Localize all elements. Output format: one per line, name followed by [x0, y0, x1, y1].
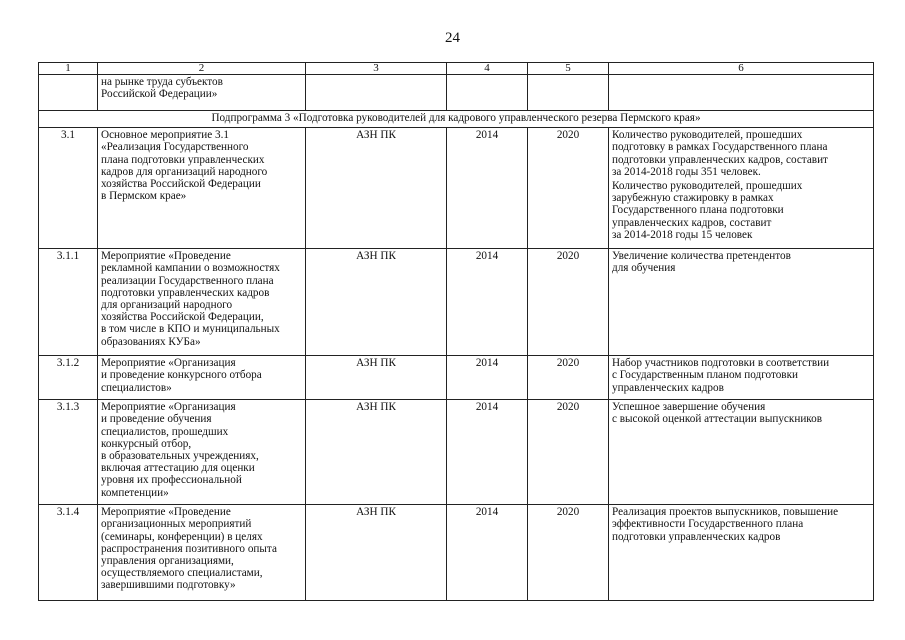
- row-executor: АЗН ПК: [306, 356, 447, 400]
- row-number: 3.1.3: [39, 400, 98, 505]
- row-number: 3.1.4: [39, 505, 98, 601]
- row-results: [609, 505, 874, 601]
- row-name: Мероприятие «Организация и проведение конкурсного отбора специалистов»: [98, 356, 306, 400]
- row-executor: АЗН ПК: [306, 249, 447, 356]
- table-row: [39, 249, 874, 356]
- row-executor: АЗН ПК: [306, 128, 447, 249]
- continuation-row: [39, 75, 874, 111]
- row-results: [609, 356, 874, 400]
- subprogram-row: [39, 111, 874, 128]
- row-start-year: 2014: [447, 249, 528, 356]
- table-row: [39, 356, 874, 400]
- row-end-year: 2020: [528, 400, 609, 505]
- row-name: Основное мероприятие 3.1 «Реализация Государственного плана подготовки управленческих кадров для организаций народного хозяйства Российской Федерации в Пермском крае»: [98, 128, 306, 249]
- row-end-year: 2020: [528, 249, 609, 356]
- row-executor: АЗН ПК: [306, 400, 447, 505]
- row-number: 3.1.2: [39, 356, 98, 400]
- column-header: 5: [528, 63, 609, 75]
- continuation-name: на рынке труда субъектов Российской Федерации»: [98, 75, 306, 111]
- column-number-row: [39, 63, 874, 75]
- column-header: 4: [447, 63, 528, 75]
- result-text: Успешное завершение обучения с высокой оценкой аттестации выпускников: [612, 401, 823, 426]
- row-number: 3.1.1: [39, 249, 98, 356]
- row-name: Мероприятие «Организация и проведение обучения специалистов, прошедших конкурсный отбор, в образовательных учреждениях, включая аттестацию для оценки уровня их профессиональной компетенции»: [98, 400, 306, 505]
- result-text: Количество руководителей, прошедших зарубежную стажировку в рамках Государственного плана подготовки управленческих кадров, составит за 2014-2018 годы 15 человек: [612, 180, 803, 241]
- row-results: [609, 128, 874, 249]
- table-row: [39, 128, 874, 249]
- result-text: Набор участников подготовки в соответствии с Государственным планом подготовки управленческих кадров: [612, 357, 830, 394]
- cell-empty: [39, 75, 98, 111]
- cell-empty: [609, 75, 874, 111]
- cell-empty: [528, 75, 609, 111]
- row-start-year: 2014: [447, 128, 528, 249]
- row-end-year: 2020: [528, 356, 609, 400]
- row-start-year: 2014: [447, 400, 528, 505]
- row-end-year: 2020: [528, 505, 609, 601]
- row-start-year: 2014: [447, 505, 528, 601]
- row-results: [609, 400, 874, 505]
- table-row: [39, 505, 874, 601]
- activities-table: [38, 62, 874, 601]
- table-row: [39, 400, 874, 505]
- row-results: [609, 249, 874, 356]
- column-header: 2: [98, 63, 306, 75]
- row-name: Мероприятие «Проведение рекламной кампании о возможностях реализации Государственного плана подготовки управленческих кадров для организаций народного хозяйства Российской Федерации, в том числе в КПО и муниципальных образованиях КУБа»: [98, 249, 306, 356]
- row-start-year: 2014: [447, 356, 528, 400]
- column-header: 1: [39, 63, 98, 75]
- row-end-year: 2020: [528, 128, 609, 249]
- cell-empty: [447, 75, 528, 111]
- subprogram-title: Подпрограмма 3 «Подготовка руководителей для кадрового управленческого резерва Пермского края»: [39, 111, 874, 128]
- result-text: Увеличение количества претендентов для обучения: [612, 250, 791, 275]
- result-text: Реализация проектов выпускников, повышение эффективности Государственного плана подготовки управленческих кадров: [612, 506, 839, 543]
- row-name: Мероприятие «Проведение организационных мероприятий (семинары, конференции) в целях распространения позитивного опыта управления организациями, осуществляемого специалистами, завершившими подготовку»: [98, 505, 306, 601]
- row-number: 3.1: [39, 128, 98, 249]
- column-header: 3: [306, 63, 447, 75]
- result-text: Количество руководителей, прошедших подготовку в рамках Государственного плана подготовки управленческих кадров, составит за 2014-2018 годы 351 человек.: [612, 129, 828, 178]
- page-number: 24: [445, 30, 460, 46]
- table-body: [39, 63, 874, 601]
- column-header: 6: [609, 63, 874, 75]
- row-executor: АЗН ПК: [306, 505, 447, 601]
- cell-empty: [306, 75, 447, 111]
